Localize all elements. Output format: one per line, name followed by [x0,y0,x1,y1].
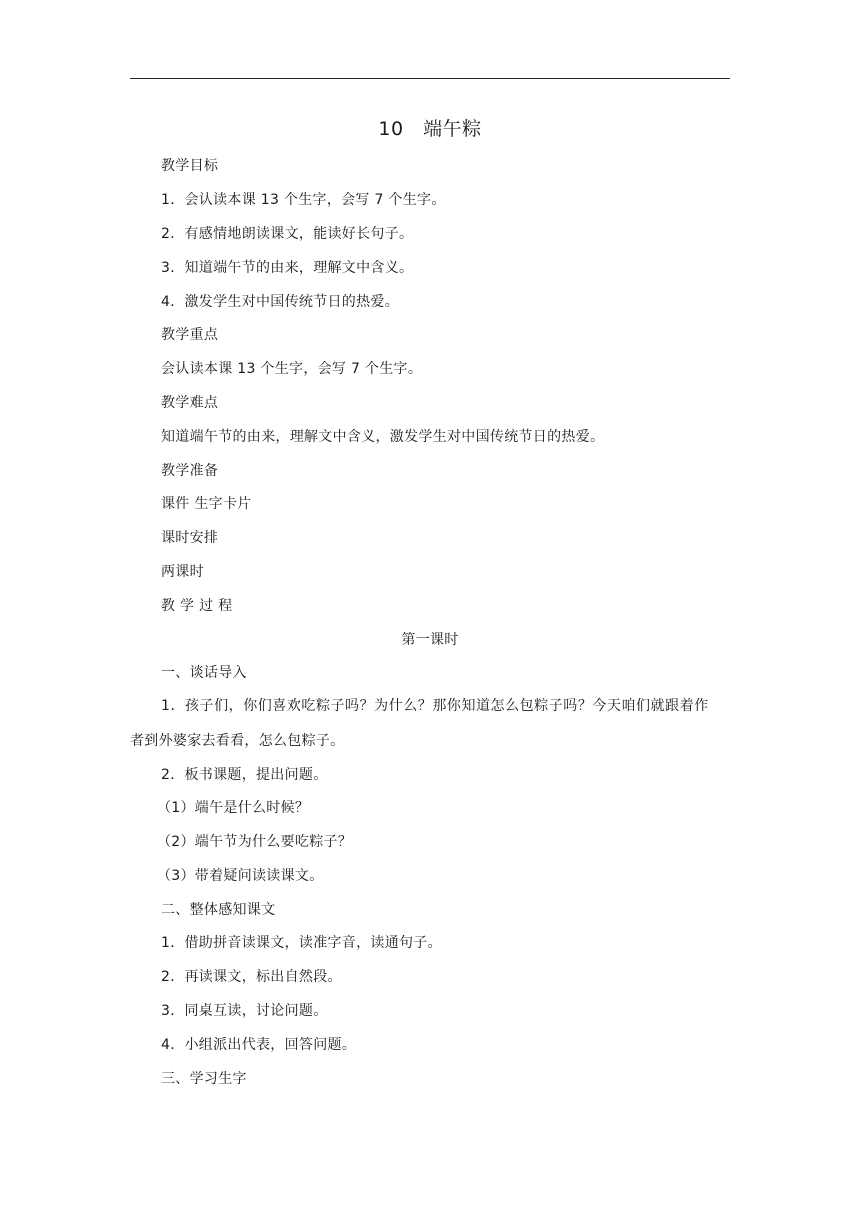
key-points-text: 会认读本课 13 个生字，会写 7 个生字。 [161,361,423,377]
section-2-item-1: 1．借助拼音读课文，读准字音，读通句子。 [161,935,442,951]
heading-schedule: 课时安排 [161,530,219,546]
section-1-heading: 一、谈话导入 [161,665,247,681]
sub-item-2: （2）端午节为什么要吃粽子？ [157,834,353,850]
first-lesson-heading: 第一课时 [401,632,459,648]
heading-process: 教 学 过 程 [161,598,233,614]
section-2-item-3: 3．同桌互读，讨论问题。 [161,1003,328,1019]
objective-2: 2．有感情地朗读课文，能读好长句子。 [161,226,414,242]
difficulties-text: 知道端午节的由来，理解文中含义，激发学生对中国传统节日的热爱。 [161,429,605,445]
heading-difficulties: 教学难点 [161,395,219,411]
section-2-heading: 二、整体感知课文 [161,902,276,918]
schedule-text: 两课时 [161,564,204,580]
heading-key-points: 教学重点 [161,327,219,343]
heading-objectives: 教学目标 [161,158,219,174]
heading-preparation: 教学准备 [161,463,219,479]
page-title: 10 端午粽 [378,118,482,140]
section-3-heading: 三、学习生字 [161,1071,247,1087]
header-rule [130,78,730,79]
item-2: 2．板书课题，提出问题。 [161,767,328,783]
objective-1: 1．会认读本课 13 个生字，会写 7 个生字。 [161,192,446,208]
sub-item-1: （1）端午是什么时候？ [157,800,310,816]
para-1-line-2: 者到外婆家去看看，怎么包粽子。 [130,733,345,749]
section-2-item-4: 4．小组派出代表，回答问题。 [161,1037,357,1053]
para-1-line-1: 1．孩子们，你们喜欢吃粽子吗？为什么？那你知道怎么包粽子吗？今天咱们就跟着作 [161,698,709,714]
objective-4: 4．激发学生对中国传统节日的热爱。 [161,294,400,310]
sub-item-3: （3）带着疑问读读课文。 [157,868,324,884]
objective-3: 3．知道端午节的由来，理解文中含义。 [161,260,414,276]
section-2-item-2: 2．再读课文，标出自然段。 [161,969,342,985]
preparation-text: 课件 生字卡片 [161,496,252,512]
